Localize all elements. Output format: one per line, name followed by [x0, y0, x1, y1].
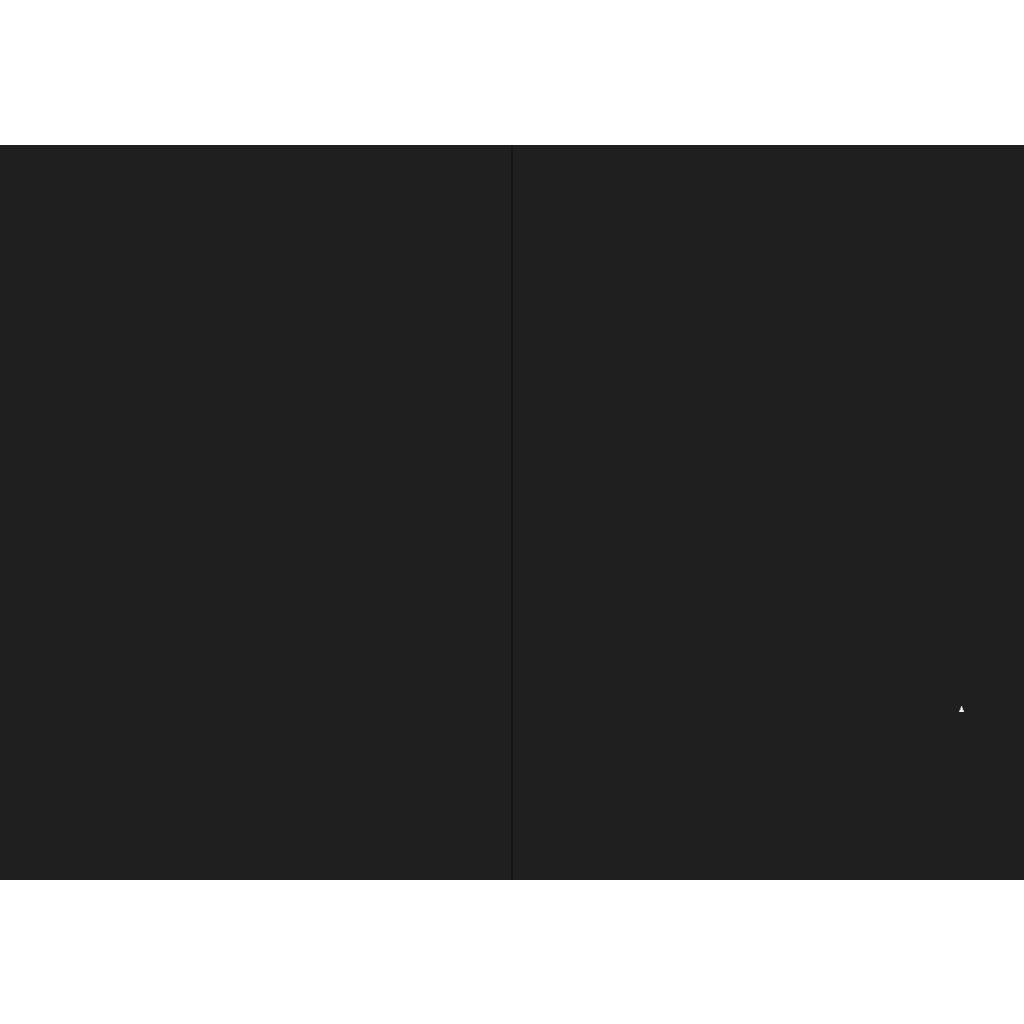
architect-legend: [958, 705, 965, 714]
book-spread: [0, 145, 1024, 880]
architect-icon: ♟: [958, 705, 966, 714]
tallest-buildings-chart: [0, 145, 1024, 880]
